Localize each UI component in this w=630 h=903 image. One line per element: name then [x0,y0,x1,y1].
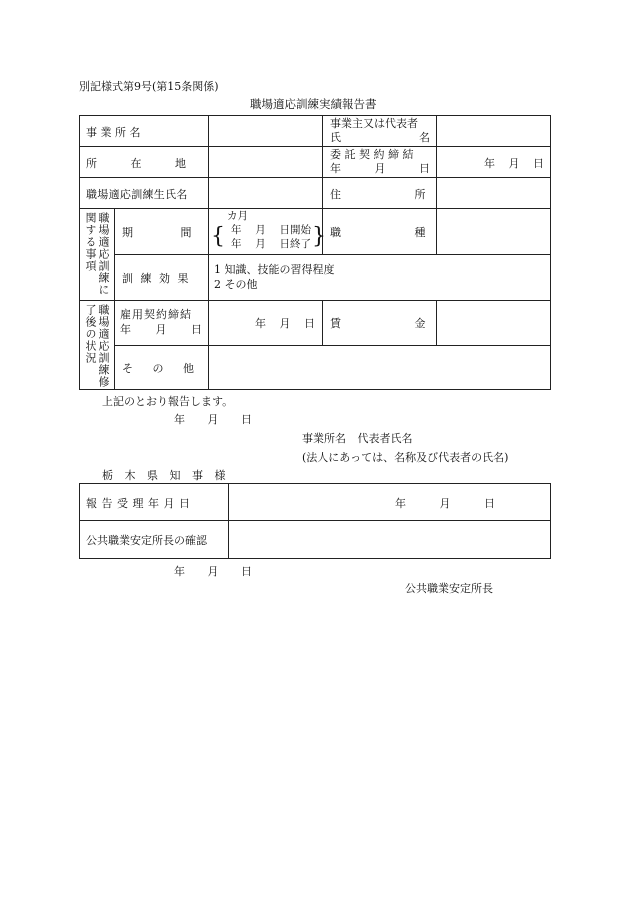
contract-date-label-line1: 委 託 契 約 締 結 [330,148,414,161]
period-start: 年 月 日開始 [231,224,311,236]
received-date-label: 報 告 受 理 年 月 日 [86,497,191,510]
wage-label: 賃 金 [330,317,426,330]
contract-date-value[interactable]: 年 月 日 [484,157,544,170]
employment-date-label-line2: 年 月 日 [120,323,202,336]
effect-label: 訓 練 効 果 [122,272,191,285]
period-value[interactable] [211,209,326,254]
employer-label-line2: 氏 名 [330,131,430,144]
confirm-date[interactable]: 年 月 日 [174,565,252,578]
address-label: 住 所 [330,188,426,201]
job-type-value[interactable] [437,209,550,254]
address-value[interactable] [437,178,550,208]
after-section-label: 職場適応訓練修了後の状況 [84,304,110,388]
office-name-label: 事 業 所 名 [86,126,141,139]
effect-item-2: 2 その他 [214,278,258,291]
period-label: 期 間 [122,226,192,239]
document-title: 職場適応訓練実績報告書 [250,97,377,111]
left-bracket-icon: { [211,224,225,249]
report-statement: 上記のとおり報告します。 [102,395,234,408]
other-value[interactable] [209,346,550,389]
employment-date-label-line1: 雇用契約締結 [120,308,192,321]
trainee-name-value[interactable] [209,178,322,208]
director-title: 公共職業安定所長 [405,582,493,595]
employer-label [330,117,430,145]
wage-value[interactable] [437,301,550,345]
signer-note: (法人にあっては、名称及び代表者の氏名) [302,451,509,464]
period-months: カ月 [227,210,248,222]
training-section-label: 職場適応訓練に関する事項 [84,212,110,296]
contract-date-label [330,148,430,176]
effect-item-1: 1 知識、技能の習得程度 [214,263,335,276]
employment-date-value[interactable]: 年 月 日 [255,317,315,330]
job-type-label: 職 種 [330,226,426,239]
location-label: 所 在 地 [86,157,186,170]
right-bracket-icon: } [312,224,326,249]
addressee: 栃 木 県 知 事 様 [102,469,226,482]
employment-date-label [120,307,202,337]
trainee-name-label: 職場適応訓練生氏名 [86,188,188,201]
form-number: 別記様式第9号(第15条関係) [79,80,219,93]
report-date[interactable]: 年 月 日 [174,413,252,426]
office-name-value[interactable] [209,116,322,146]
effect-value[interactable] [214,262,335,292]
other-label: そ の 他 [122,362,194,375]
director-confirm-label: 公共職業安定所長の確認 [86,534,207,547]
period-end: 年 月 日終了 [231,238,311,250]
employer-name-value[interactable] [437,116,550,146]
received-date-value[interactable]: 年 月 日 [395,497,495,510]
director-confirm-value[interactable] [229,521,550,558]
location-value[interactable] [209,147,322,177]
signer-line: 事業所名 代表者氏名 [302,432,413,445]
contract-date-label-line2: 年 月 日 [330,162,430,175]
employer-label-line1: 事業主又は代表者 [330,117,418,130]
